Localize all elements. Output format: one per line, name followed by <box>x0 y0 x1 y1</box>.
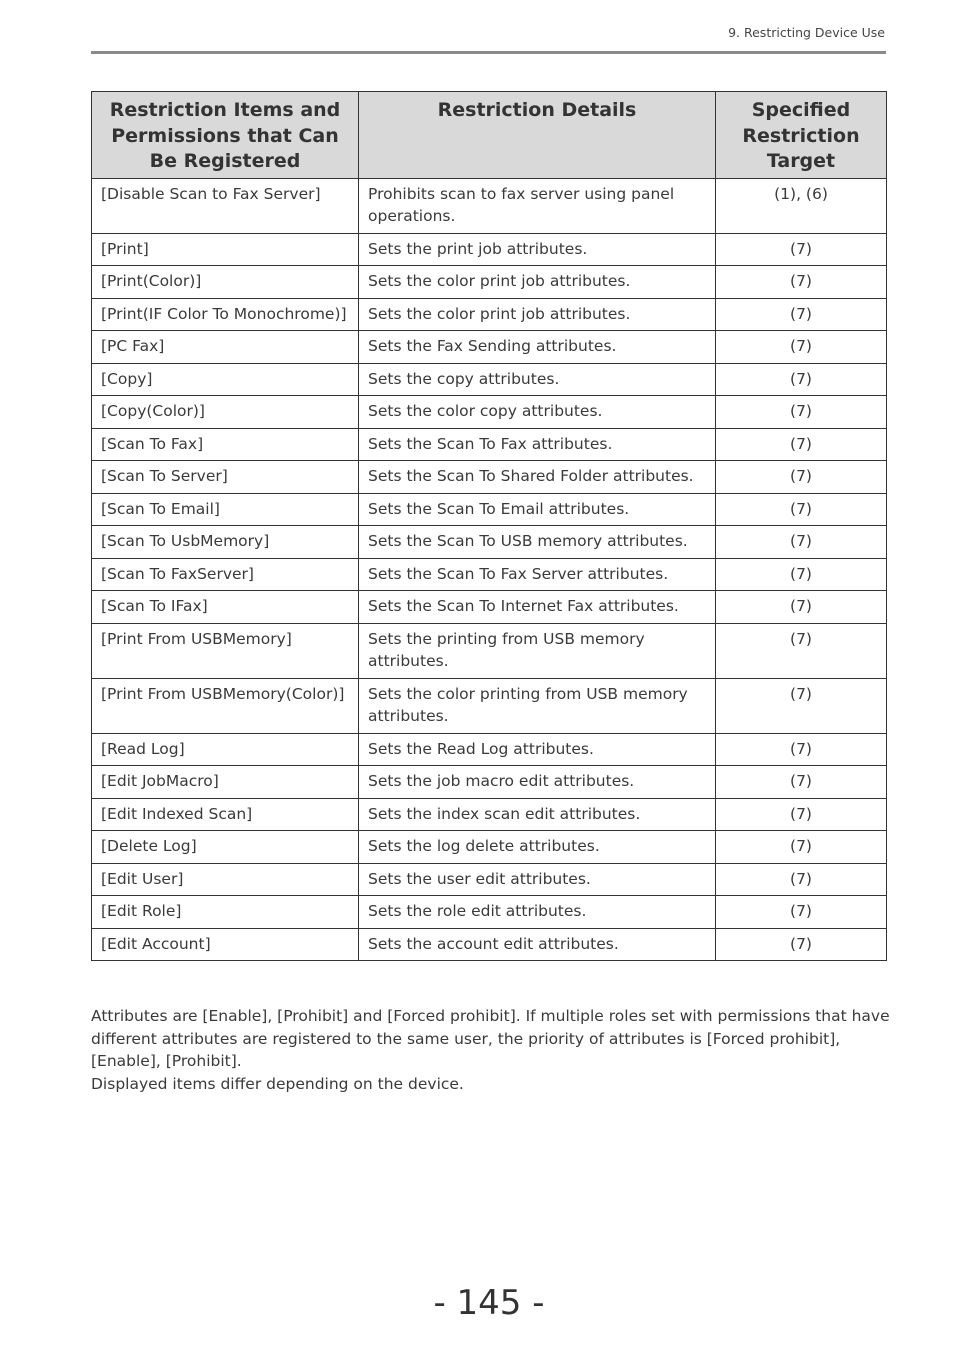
restriction-details-cell: Sets the Scan To Fax Server attributes. <box>359 558 716 591</box>
restriction-target-cell: (7) <box>716 678 887 733</box>
restriction-target-cell: (7) <box>716 623 887 678</box>
restriction-item-cell: [Print(Color)] <box>92 266 359 299</box>
restriction-details-cell: Sets the Read Log attributes. <box>359 733 716 766</box>
restriction-details-cell: Sets the Scan To Internet Fax attributes. <box>359 591 716 624</box>
table-row <box>92 363 887 396</box>
table-row <box>92 428 887 461</box>
restriction-details-cell: Sets the copy attributes. <box>359 363 716 396</box>
restriction-target-cell: (7) <box>716 558 887 591</box>
restriction-item-cell: [Disable Scan to Fax Server] <box>92 178 359 233</box>
restriction-item-cell: [Print From USBMemory(Color)] <box>92 678 359 733</box>
header-divider <box>91 51 886 54</box>
restriction-item-cell: [Copy] <box>92 363 359 396</box>
column-header-items: Restriction Items and Permissions that Can Be Registered <box>92 92 359 179</box>
table-row <box>92 733 887 766</box>
restriction-details-cell: Sets the Fax Sending attributes. <box>359 331 716 364</box>
table-row <box>92 798 887 831</box>
running-header: 9. Restricting Device Use <box>728 25 885 40</box>
table-row <box>92 928 887 961</box>
table-row <box>92 178 887 233</box>
restriction-target-cell: (7) <box>716 928 887 961</box>
restriction-details-cell: Prohibits scan to fax server using panel operations. <box>359 178 716 233</box>
restriction-item-cell: [Edit JobMacro] <box>92 766 359 799</box>
restriction-target-cell: (7) <box>716 493 887 526</box>
table-row <box>92 233 887 266</box>
restriction-item-cell: [Scan To IFax] <box>92 591 359 624</box>
restriction-item-cell: [Scan To FaxServer] <box>92 558 359 591</box>
restriction-target-cell: (7) <box>716 298 887 331</box>
table-row <box>92 766 887 799</box>
restriction-item-cell: [Scan To UsbMemory] <box>92 526 359 559</box>
column-header-target: Specified Restriction Target <box>716 92 887 179</box>
restriction-target-cell: (7) <box>716 461 887 494</box>
restriction-details-cell: Sets the Scan To Fax attributes. <box>359 428 716 461</box>
table-row <box>92 396 887 429</box>
restriction-item-cell: [Scan To Server] <box>92 461 359 494</box>
table-row <box>92 558 887 591</box>
restriction-details-cell: Sets the color print job attributes. <box>359 266 716 299</box>
note-device: Displayed items differ depending on the device. <box>91 1074 464 1093</box>
restriction-target-cell: (7) <box>716 363 887 396</box>
restriction-target-cell: (7) <box>716 831 887 864</box>
restriction-item-cell: [Delete Log] <box>92 831 359 864</box>
restriction-item-cell: [Copy(Color)] <box>92 396 359 429</box>
restriction-details-cell: Sets the color copy attributes. <box>359 396 716 429</box>
restriction-item-cell: [Print(IF Color To Monochrome)] <box>92 298 359 331</box>
restriction-details-cell: Sets the print job attributes. <box>359 233 716 266</box>
restriction-details-cell: Sets the Scan To USB memory attributes. <box>359 526 716 559</box>
table-row <box>92 493 887 526</box>
restriction-details-cell: Sets the Scan To Email attributes. <box>359 493 716 526</box>
table-row <box>92 678 887 733</box>
note-attributes: Attributes are [Enable], [Prohibit] and [Forced prohibit]. If multiple roles set with permissions that have different attributes are registered to the same user, the priority of attributes is [Forced prohibit], [Enable], [Prohibit]. <box>91 1007 890 1070</box>
restriction-target-cell: (7) <box>716 863 887 896</box>
restriction-target-cell: (7) <box>716 266 887 299</box>
table-row <box>92 863 887 896</box>
restriction-target-cell: (7) <box>716 733 887 766</box>
restriction-details-cell: Sets the color printing from USB memory attributes. <box>359 678 716 733</box>
restriction-details-cell: Sets the job macro edit attributes. <box>359 766 716 799</box>
restriction-item-cell: [Print From USBMemory] <box>92 623 359 678</box>
restriction-target-cell: (7) <box>716 591 887 624</box>
restriction-item-cell: [PC Fax] <box>92 331 359 364</box>
table-row <box>92 831 887 864</box>
table-header-row <box>92 92 887 179</box>
restriction-target-cell: (7) <box>716 896 887 929</box>
restriction-item-cell: [Print] <box>92 233 359 266</box>
restriction-target-cell: (7) <box>716 331 887 364</box>
column-header-details: Restriction Details <box>359 92 716 179</box>
restriction-item-cell: [Edit Indexed Scan] <box>92 798 359 831</box>
table-row <box>92 298 887 331</box>
table-body <box>92 178 887 961</box>
notes <box>91 1005 891 1095</box>
table-row <box>92 591 887 624</box>
table-row <box>92 623 887 678</box>
restriction-item-cell: [Scan To Email] <box>92 493 359 526</box>
restriction-details-cell: Sets the color print job attributes. <box>359 298 716 331</box>
restriction-target-cell: (7) <box>716 798 887 831</box>
table-row <box>92 461 887 494</box>
table-row <box>92 526 887 559</box>
restriction-target-cell: (7) <box>716 526 887 559</box>
restriction-details-cell: Sets the printing from USB memory attributes. <box>359 623 716 678</box>
restriction-target-cell: (1), (6) <box>716 178 887 233</box>
restriction-target-cell: (7) <box>716 396 887 429</box>
restriction-details-cell: Sets the log delete attributes. <box>359 831 716 864</box>
table-row <box>92 896 887 929</box>
restriction-details-cell: Sets the Scan To Shared Folder attributes. <box>359 461 716 494</box>
restriction-item-cell: [Edit Account] <box>92 928 359 961</box>
table-row <box>92 331 887 364</box>
restriction-details-cell: Sets the user edit attributes. <box>359 863 716 896</box>
restriction-target-cell: (7) <box>716 428 887 461</box>
page-number: - 145 - <box>433 1283 545 1323</box>
restriction-details-cell: Sets the index scan edit attributes. <box>359 798 716 831</box>
restriction-target-cell: (7) <box>716 233 887 266</box>
restriction-details-cell: Sets the account edit attributes. <box>359 928 716 961</box>
restriction-details-cell: Sets the role edit attributes. <box>359 896 716 929</box>
restrictions-table <box>91 91 887 961</box>
table-row <box>92 266 887 299</box>
restriction-item-cell: [Edit User] <box>92 863 359 896</box>
restriction-item-cell: [Scan To Fax] <box>92 428 359 461</box>
restriction-item-cell: [Read Log] <box>92 733 359 766</box>
restriction-target-cell: (7) <box>716 766 887 799</box>
restriction-item-cell: [Edit Role] <box>92 896 359 929</box>
